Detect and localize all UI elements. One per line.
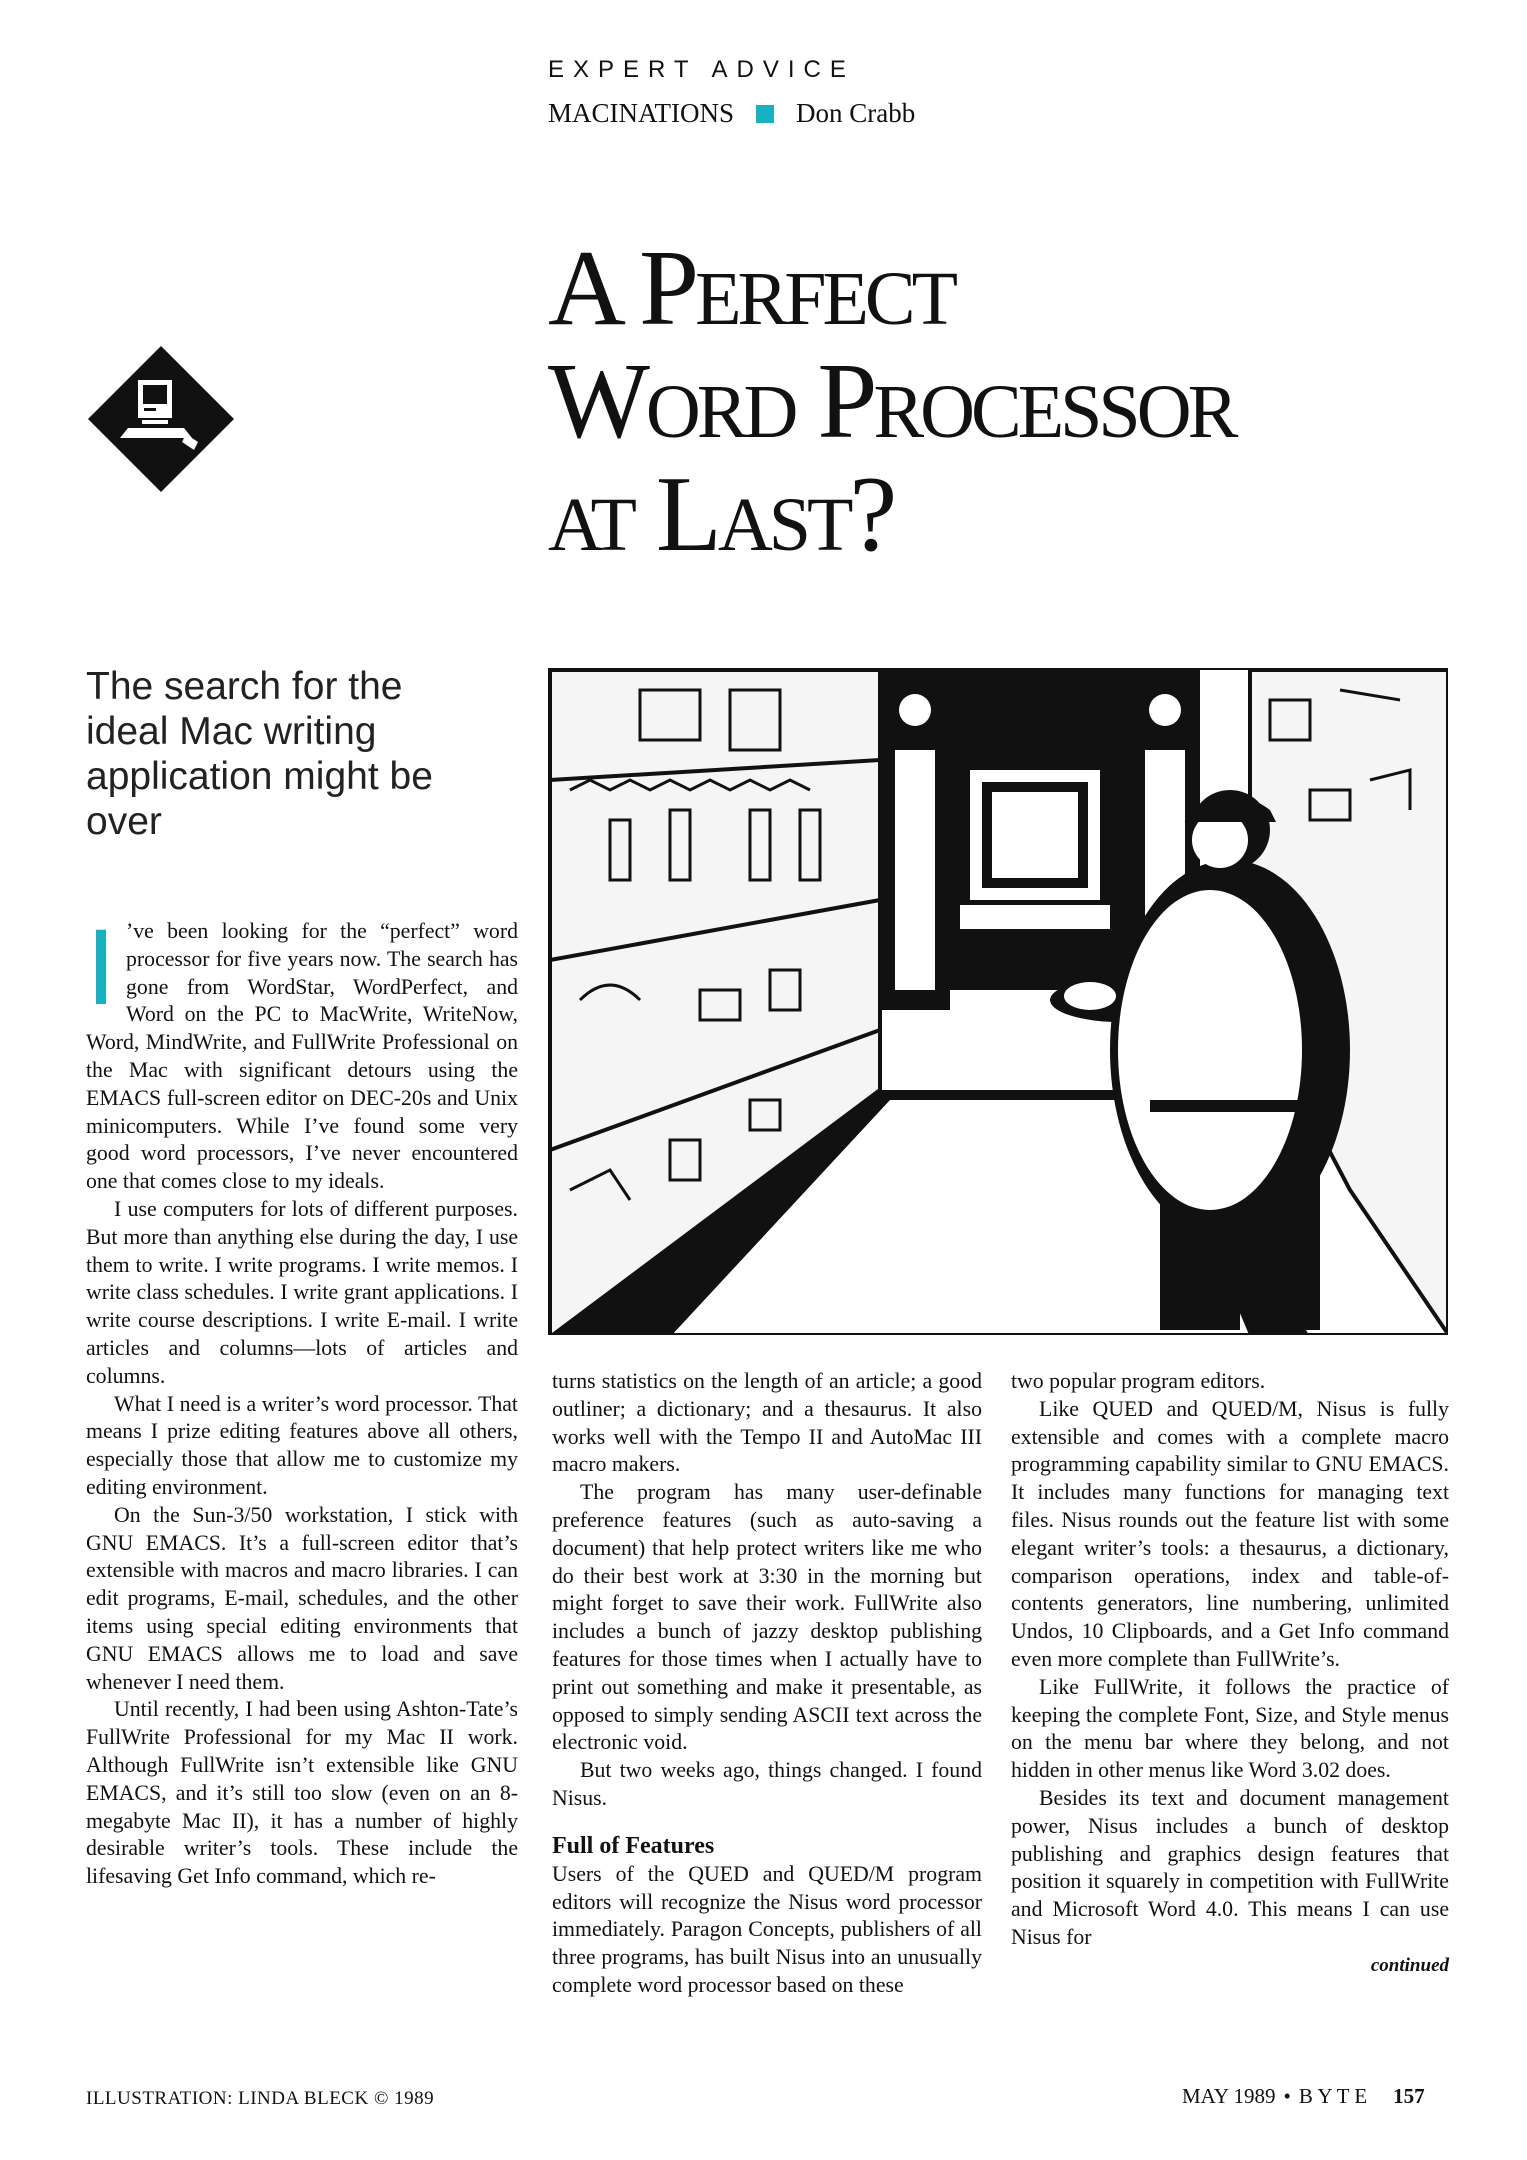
paragraph: On the Sun-3/50 workstation, I stick with GNU EMACS. It’s a full-screen editor that’s extensible with macros and macro libraries. I can edit programs, E-mail, schedules, and the other items using special editing environments that GNU EMACS allows me to load and save whenever I need them. — [86, 1502, 518, 1694]
teal-square-icon — [756, 105, 774, 123]
paragraph: The program has many user-definable preference features (such as auto-saving a document) that help protect writers like me who do their best work at 3:30 in the morning but might forget to save their work. FullWrite also includes a bunch of jazzy desktop publishing features for those times when I actually have to print out something and make it presentable, as opposed to simply sending ASCII text across the electronic void. — [552, 1480, 982, 1755]
drop-cap: I — [86, 906, 117, 1027]
paragraph: turns statistics on the length of an article; a good outliner; a dictionary; and a thesaurus. It also works well with the Tempo II and AutoMac III macro makers. — [552, 1369, 982, 1477]
deck: The search for the ideal Mac writing application might be over — [86, 665, 433, 843]
illustration-credit: ILLUSTRATION: LINDA BLECK © 1989 — [86, 2088, 435, 2109]
paragraph: Besides its text and document management power, Nisus includes a bunch of desktop publishing and graphics design features that position it squarely in competition with FullWrite and Microsoft Word 4.0. This means I can use Nisus for — [1011, 1785, 1449, 1949]
paragraph: two popular program editors. — [1011, 1369, 1266, 1393]
column-name: MACINATIONS — [548, 98, 735, 128]
headline-line-2: Word Processor — [548, 342, 1235, 461]
issue-date: MAY 1989 — [1182, 2084, 1276, 2108]
paragraph: Users of the QUED and QUED/M program editors will recognize the Nisus word processor immediately. Paragon Concepts, publishers of all three programs, has built Nisus into an unusually complete word processor based on these — [552, 1861, 982, 1997]
paragraph: But two weeks ago, things changed. I found Nisus. — [552, 1758, 982, 1810]
paragraph: Like FullWrite, it follows the practice of keeping the complete Font, Size, and Style menus on the menu bar where they belong, and not hidden in other menus like Word 3.02 does. — [1011, 1674, 1449, 1783]
page-number: 157 — [1393, 2084, 1425, 2108]
section-kicker: EXPERT ADVICE — [548, 56, 855, 83]
magazine-name: B Y T E — [1298, 2084, 1368, 2108]
body-column-3 — [1011, 1368, 1449, 1980]
headline-line-3: at Last? — [548, 455, 894, 574]
page-footer — [1182, 2084, 1425, 2109]
column-byline — [548, 98, 915, 129]
paragraph: Until recently, I had been using Ashton-Tate’s FullWrite Professional for my Mac II work. Although FullWrite isn’t extensible like GNU EMACS, and it’s still too slow (even on an 8-megabyte Mac II), it has a number of highly desirable writer’s tools. These include the lifesaving Get Info command, which re- — [86, 1697, 518, 1889]
paragraph: What I need is a writer’s word processor. That means I prize editing features above all others, especially those that allow me to customize my editing environment. — [86, 1391, 518, 1499]
headline — [548, 229, 1448, 574]
body-column-2 — [552, 1368, 982, 2000]
paragraph: ’ve been looking for the “perfect” word processor for five years now. The search has gone from WordStar, WordPerfect, and Word on the PC to MacWrite, WriteNow, Word, MindWrite, and FullWrite Professional on the Mac with significant detours using the EMACS full-screen editor on DEC-20s and Unix minicomputers. While I’ve found some very good word processors, I’ve never encountered one that comes close to my ideals. — [86, 919, 518, 1194]
continued-label: continued — [1370, 1954, 1449, 1976]
headline-line-1: A Perfect — [548, 229, 955, 348]
paragraph: I use computers for lots of different purposes. But more than anything else during the day, I use them to write. I write programs. I write memos. I write class schedules. I write grant applications. I write course descriptions. I write E-mail. I write articles and columns—lots of articles and columns. — [86, 1196, 518, 1388]
subhead: Full of Features — [552, 1832, 715, 1859]
bullet: • — [1283, 2084, 1291, 2108]
mac-computer-icon — [88, 346, 234, 492]
author-name: Don Crabb — [796, 98, 916, 128]
illustration — [548, 668, 1448, 1335]
body-column-1 — [86, 906, 518, 1891]
paragraph: Like QUED and QUED/M, Nisus is fully extensible and comes with a complete macro programming capability similar to GNU EMACS. It includes many functions for managing text files. Nisus rounds out the feature list with some elegant writer’s tools: a thesaurus, a dictionary, comparison operations, index and table-of-contents generators, line numbering, unlimited Undos, 10 Clipboards, and a Get Info command even more complete than FullWrite’s. — [1011, 1396, 1449, 1671]
